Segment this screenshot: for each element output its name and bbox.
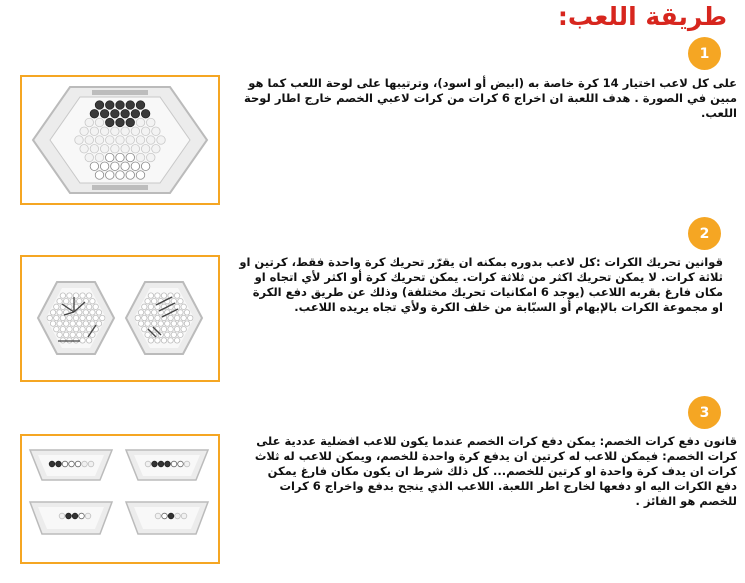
movement-board-left: [38, 282, 114, 354]
step-2-description: قوانين تحريك الكرات :كل لاعب بدوره بمكنه ان يقرّر تحريك كرة واحدة فقط، كرتين او ثلاثة كرات. لا يمكن تحريك اكثر من ثلاثة كرات. يمكن تحريك كرة أو اكثر لأي اتجاه او مكان فارغ بقربه اللاعب (يوجد 6 امكانيات تحريك مختلفة) وذلك عن طريق دفع الكرة او مجموعة الكرات بالإبهام أو السبّابة من خلف الكرة ولأي تجاه يريده اللاعب.: [239, 255, 723, 314]
step-1-description: على كل لاعب اختيار 14 كرة خاصة به (ابيض أو اسود)، وترتيبها على لوحة اللعب كما هو مبين في الصورة . هدف اللعبة ان اخراج 6 كرات من كرات لاعبي الخصم خارج اطار لوحة اللعب.: [244, 76, 737, 120]
step-3-number-badge: 3: [688, 396, 721, 429]
push-rules-illustration: [22, 436, 218, 562]
step-2-number-badge: 2: [688, 217, 721, 250]
step-3-illustration-frame: [20, 434, 220, 564]
page-title: طريقة اللعب:: [557, 2, 727, 31]
step-2-illustration-frame: [20, 255, 220, 382]
push-board-bottom-left: [30, 502, 112, 534]
push-board-bottom-right: [126, 502, 208, 534]
step-1-number-badge: 1: [688, 37, 721, 70]
initial-board-illustration: [22, 77, 218, 203]
movement-boards-illustration: [22, 257, 218, 380]
step-3-description: قانون دفع كرات الخصم: يمكن دفع كرات الخصم عندما يكون للاعب افضلية عددية على كرات الخصم: فيمكن للاعب له كرتين ان يدفع كرة واحدة للخصم، ويمكن للاعب له ثلاث كرات ان يدف كرة واحدة او كرتين للخصم... كل ذلك شرط ان يكون مكان فارغ يمكن دفع الكرات اليه او دفعها لخارج اطر اللعبة. اللاعب الذي ينجح بدفع واخراج 6 كرات للخصم هو الفائز .: [254, 434, 737, 508]
movement-board-right: [126, 282, 202, 354]
step-1-illustration-frame: [20, 75, 220, 205]
